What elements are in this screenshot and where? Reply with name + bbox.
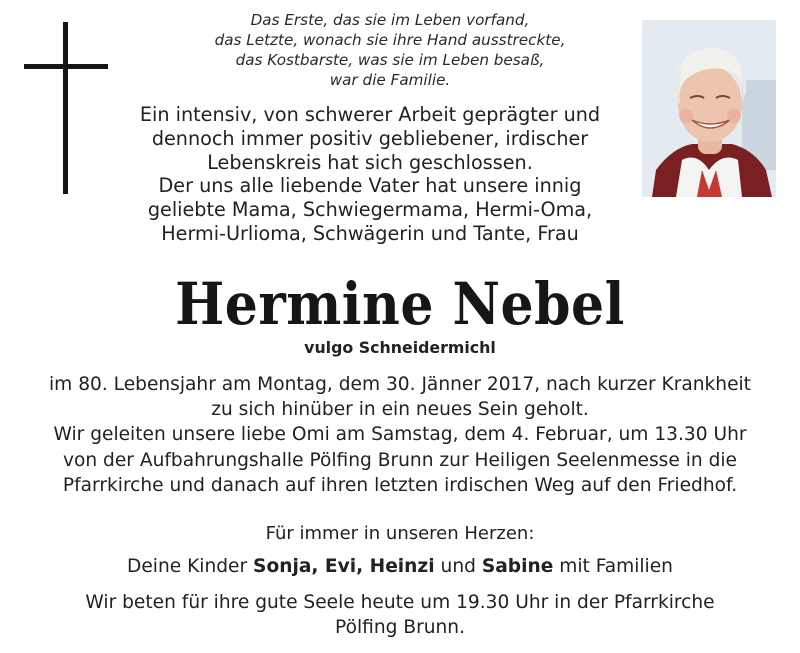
intro-line: geliebte Mama, Schwiegermama, Hermi-Oma, (147, 198, 593, 222)
closing-line: Für immer in unseren Herzen: (265, 523, 535, 544)
intro-line: dennoch immer positiv gebliebener, irdischer (151, 126, 589, 150)
verse-line: das Kostbarste, was sie im Leben besaß, (235, 51, 545, 69)
details-line: zu sich hinüber in ein neues Sein geholt. (211, 399, 589, 421)
memorial-verse (170, 10, 610, 90)
prayer-line: Wir beten für ihre gute Seele heute um 19.30 Uhr in der Pfarrkirche (85, 592, 715, 613)
deceased-name: Hermine Nebel (175, 270, 625, 339)
prayer-notice (30, 591, 770, 640)
intro-line: Der uns alle liebende Vater hat unsere innig (158, 174, 582, 198)
prayer-line: Pölfing Brunn. (335, 616, 465, 638)
intro-line: Lebenskreis hat sich geschlossen. (207, 150, 533, 174)
mourners-prefix: Deine Kinder (127, 556, 248, 577)
intro-line: Ein intensiv, von schwerer Arbeit geprägter und (139, 103, 601, 126)
verse-line: Das Erste, das sie im Leben vorfand, (250, 11, 530, 29)
cross-icon-bar (24, 64, 108, 69)
cross-icon (63, 22, 68, 194)
verse-line: war die Familie. (329, 71, 451, 89)
details-line: von der Aufbahrungshalle Pölfing Brunn zur Heiligen Seelenmesse in die (62, 449, 737, 471)
mourners-suffix: mit Familien (559, 556, 673, 577)
mourners-line (0, 555, 800, 579)
portrait-photo (642, 20, 776, 197)
intro-line: Hermi-Urlioma, Schwägerin und Tante, Frau (161, 221, 579, 245)
details-line: Pfarrkirche und danach auf ihren letzten irdischen Weg auf den Friedhof. (62, 474, 738, 496)
intro-text (120, 103, 620, 246)
mourners-name-last: Sabine (481, 556, 554, 577)
funeral-details (30, 372, 770, 498)
mourners-and: und (440, 556, 476, 577)
details-line: im 80. Lebensjahr am Montag, dem 30. Jänner 2017, nach kurzer Krankheit (49, 374, 751, 395)
portrait-illustration (642, 20, 776, 197)
verse-line: das Letzte, wonach sie ihre Hand ausstreckte, (214, 31, 566, 49)
deceased-alias: vulgo Schneidermichl (304, 338, 496, 357)
mourners-names: Sonja, Evi, Heinzi (253, 556, 435, 577)
details-line: Wir geleiten unsere liebe Omi am Samstag, dem 4. Februar, um 13.30 Uhr (53, 424, 747, 446)
